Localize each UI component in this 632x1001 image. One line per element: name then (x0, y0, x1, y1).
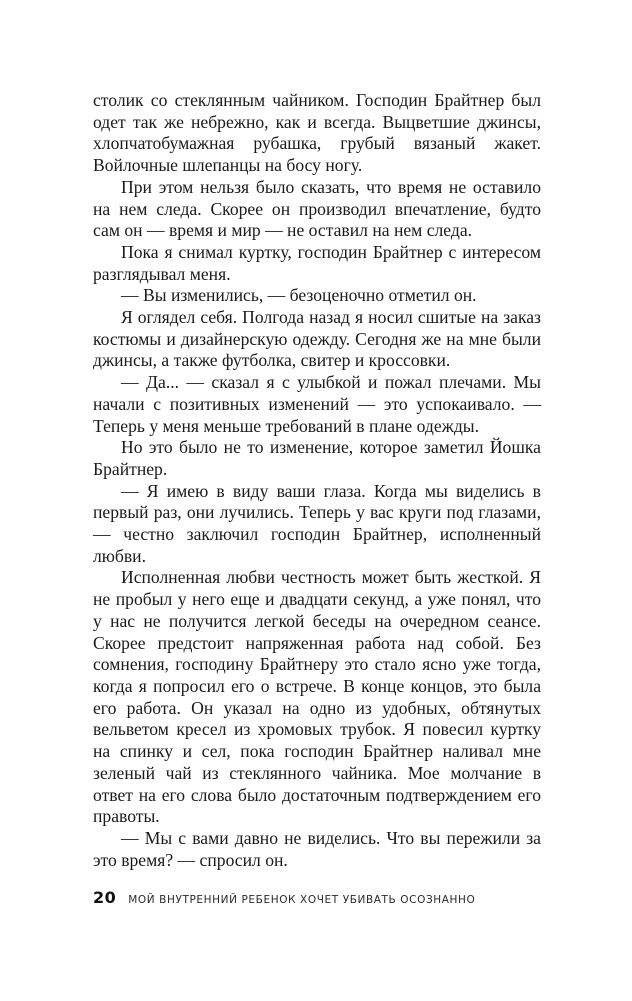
paragraph-3: Пока я снимал куртку, господин Брайтнер с интересом разглядывал меня. (93, 241, 541, 284)
page-number: 20 (93, 888, 117, 907)
paragraph-5: Я оглядел себя. Полгода назад я носил сшитые на заказ костюмы и дизайнерскую одежду. Сегодня же на мне были джинсы, а также футболка, свитер и кроссовки. (93, 307, 541, 371)
paragraph-2: При этом нельзя было сказать, что время не оставило на нем следа. Скорее он производил впечатление, будто сам он — время и мир — не оставил на нем следа. (93, 176, 541, 241)
paragraph-1: столик со стеклянным чайником. Господин Брайтнер был одет так же небрежно, как и всегда. Выцветшие джинсы, хлопчатобумажная рубашка, грубый вязаный жакет. Войлочные шлепанцы на босу ногу. (93, 90, 541, 176)
paragraph-7: Но это было не то изменение, которое заметил Йошка Брайтнер. (93, 437, 541, 479)
paragraph-9: Исполненная любви честность может быть жесткой. Я не пробыл у него еще и двадцати секунд, а уже понял, что у нас не получится легкой беседы на очередном сеансе. Скорее предстоит напряженная работа над собой. Без сомнения, господину Брайтнеру это стало ясно уже тогда, когда я попросил его о встрече. В конце концов, это была его работа. Он указал на одно из удобных, обтянутых вельветом кресел из хромовых трубок. Я повесил куртку на спинку и сел, пока господин Брайтнер наливал мне зеленый чай из стеклянного чайника. Мое молчание в ответ на его слова было достаточным подтверждением его правоты. (93, 567, 541, 827)
page-footer (93, 888, 553, 908)
paragraph-6: — Да... — сказал я с улыбкой и пожал плечами. Мы начали с позитивных изменений — это успокаивало. — Теперь у меня меньше требований в плане одежды. (93, 372, 541, 436)
paragraph-8: — Я имею в виду ваши глаза. Когда мы виделись в первый раз, они лучились. Теперь у вас круги под глазами, — честно заключил господин Брайтнер, исполненный любви. (93, 480, 541, 566)
body-text (93, 90, 541, 871)
running-title: МОЙ ВНУТРЕННИЙ РЕБЕНОК ХОЧЕТ УБИВАТЬ ОСОЗНАННО (128, 894, 476, 906)
paragraph-4: — Вы изменились, — безоценочно отметил он. (121, 285, 477, 306)
paragraph-10: — Мы с вами давно не виделись. Что вы пережили за это время? — спросил он. (93, 827, 541, 870)
